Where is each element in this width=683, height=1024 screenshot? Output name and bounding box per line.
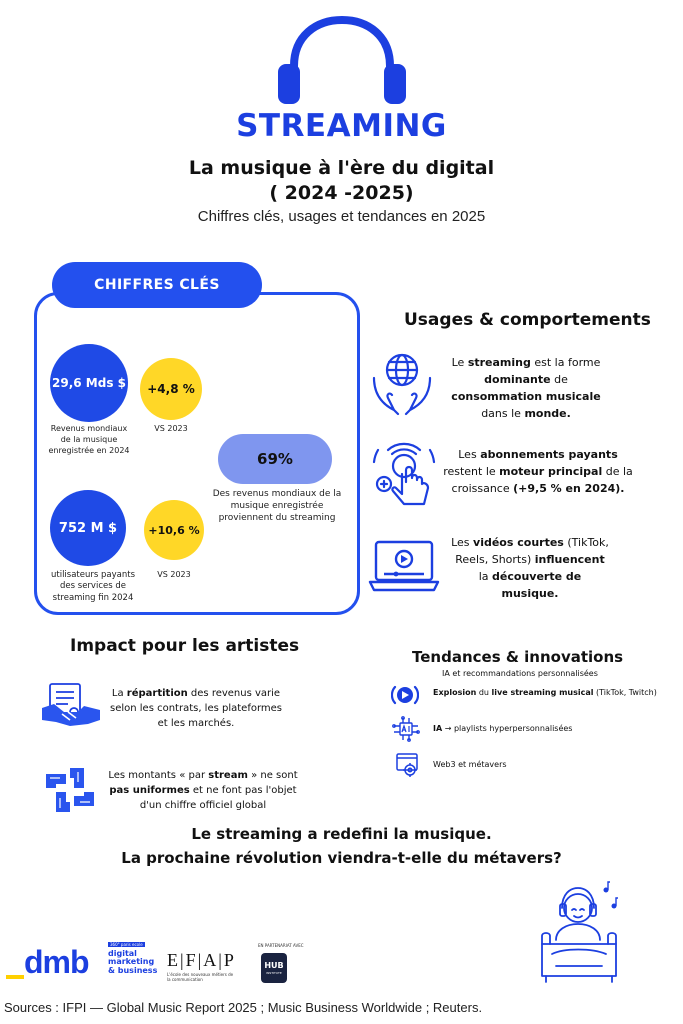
- contract-handshake-icon: [40, 682, 102, 728]
- dmb-logo: dmb: [24, 944, 89, 980]
- web3-gear-icon: [395, 752, 421, 778]
- subscribers-value: 752 M $: [50, 490, 126, 566]
- body-text: Les montants « par: [108, 770, 209, 781]
- body-text: de la croissance: [451, 465, 633, 496]
- subscribers-growth: +10,6 %: [144, 500, 204, 560]
- emphasis-text: découverte de musique.: [492, 570, 582, 601]
- emphasis-text: moteur principal: [499, 465, 603, 479]
- body-text: et ne font pas l'objet d'un chiffre officiel global: [139, 785, 297, 811]
- trend-text-1: [433, 688, 657, 697]
- revenue-growth-caption: VS 2023: [154, 424, 188, 433]
- emphasis-text: abonnements payants: [480, 448, 618, 461]
- subtitle-line-2: ( 2024 -2025): [269, 182, 414, 204]
- emphasis-text: streaming: [467, 356, 531, 369]
- hub-logo-text: HUB: [264, 960, 284, 970]
- body-text: Les: [451, 536, 474, 549]
- trends-title: Tendances & innovations: [412, 648, 624, 666]
- usage-text-2: [440, 446, 636, 497]
- impact-text-2: [108, 768, 298, 813]
- body-text: de: [550, 373, 568, 387]
- dmb-logo-subtitle: digital marketing & business: [108, 949, 158, 975]
- body-text: La: [111, 688, 127, 699]
- body-text: des revenus varie selon les contrats, les plateformes et les marchés.: [109, 688, 283, 729]
- body-text: → playlists hyperpersonnalisées: [442, 724, 573, 733]
- emphasis-text: consommation musicale: [451, 390, 601, 404]
- emphasis-text: stream: [208, 770, 248, 781]
- trends-subtitle: IA et recommandations personnalisées: [442, 669, 598, 678]
- laptop-video-icon: [368, 538, 440, 594]
- body-text: Le: [451, 356, 468, 369]
- headphones-icon: [270, 14, 414, 110]
- globe-hands-icon: [370, 348, 434, 418]
- listener-illustration: [536, 880, 632, 984]
- subscription-touch-icon: [368, 440, 436, 510]
- emphasis-text: (+9,5 % en 2024).: [513, 482, 625, 496]
- revenue-value: 29,6 Mds $: [50, 344, 128, 422]
- conclusion-line-1: Le streaming a redefini la musique.: [191, 825, 492, 843]
- body-text: dans le: [481, 407, 525, 421]
- emphasis-text: monde.: [524, 407, 571, 421]
- revenue-caption: Revenus mondiaux de la musique enregistrée en 2024: [48, 424, 130, 455]
- subscribers-growth-caption: VS 2023: [157, 570, 191, 579]
- emphasis-text: répartition: [126, 688, 188, 699]
- body-text: du: [476, 688, 492, 697]
- efap-logo: E|F|A|P: [167, 950, 236, 970]
- joined-hands-icon: [44, 766, 96, 814]
- sources-footer: Sources : IFPI — Global Music Report 2025 ; Music Business Worldwide ; Reuters.: [4, 1000, 483, 1015]
- page-title: STREAMING: [236, 108, 447, 144]
- dmb-logo-bar: [6, 975, 24, 979]
- hub-logo-subtitle: INSTITUTE: [266, 970, 282, 975]
- body-text: Web3 et métavers: [433, 760, 507, 769]
- emphasis-text: pas uniformes: [109, 785, 190, 796]
- dmb-badge: 360° paris ecole: [110, 942, 143, 947]
- impact-title: Impact pour les artistes: [70, 636, 300, 656]
- subscribers-caption: utilisateurs payants des services de streaming fin 2024: [50, 570, 135, 603]
- body-text: est la forme: [530, 356, 601, 369]
- emphasis-text: IA: [433, 724, 443, 733]
- trend-text-3: [433, 760, 507, 769]
- streaming-share-value: 69%: [218, 434, 332, 484]
- body-text: la: [478, 570, 493, 584]
- body-text: (TikTok, Twitch): [593, 688, 657, 697]
- emphasis-text: Explosion: [433, 688, 477, 697]
- tagline: Chiffres clés, usages et tendances en 2025: [197, 208, 486, 225]
- partner-label: EN PARTENARIAT AVEC: [258, 943, 304, 948]
- body-text: Les: [458, 448, 481, 461]
- usage-text-1: [446, 354, 606, 422]
- efap-logo-subtitle: L'école des nouveaux métiers de la communication: [167, 972, 234, 982]
- body-text: » ne sont: [247, 770, 298, 781]
- usage-text-3: [450, 534, 610, 602]
- live-play-icon: [391, 682, 419, 708]
- subtitle-line-1: La musique à l'ère du digital: [188, 157, 495, 179]
- emphasis-text: live streaming musical: [491, 688, 594, 697]
- body-text: restent le: [443, 465, 500, 479]
- streaming-share-caption: Des revenus mondiaux de la musique enregistrée proviennent du streaming: [212, 489, 342, 524]
- emphasis-text: influencent: [534, 553, 605, 567]
- usages-title: Usages & comportements: [404, 310, 651, 330]
- conclusion-line-2: La prochaine révolution viendra-t-elle du métavers?: [121, 849, 562, 867]
- impact-text-1: [106, 686, 286, 731]
- key-figures-label: CHIFFRES CLÉS: [52, 262, 262, 308]
- hub-institute-logo: [261, 953, 287, 983]
- emphasis-text: dominante: [484, 373, 551, 387]
- trend-text-2: [433, 724, 572, 733]
- ai-chip-icon: [391, 715, 421, 743]
- body-text: (TikTok, Reels, Shorts): [455, 536, 609, 567]
- revenue-growth: +4,8 %: [140, 358, 202, 420]
- emphasis-text: vidéos courtes: [473, 536, 564, 549]
